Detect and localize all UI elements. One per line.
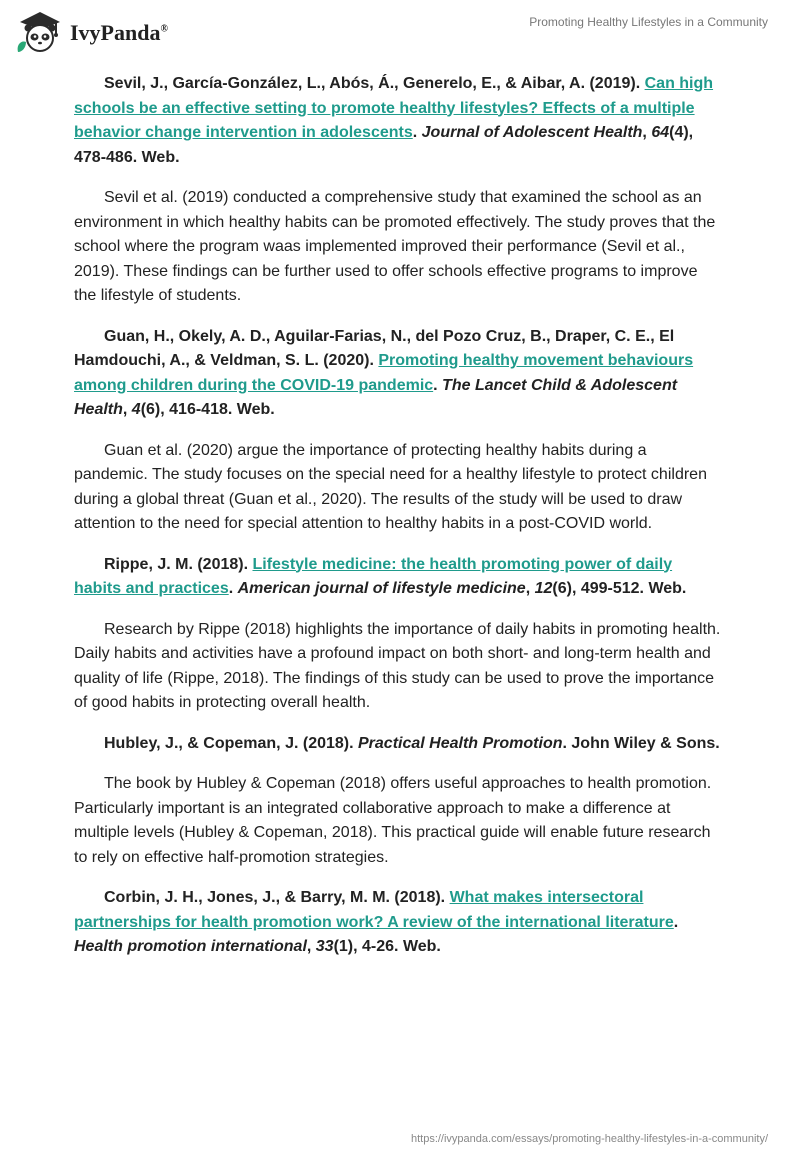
reference-summary: Guan et al. (2020) argue the importance of protecting healthy habits during a pandemic. The study focuses on the special need for a healthy lifestyle to protect children during a global threat (Guan et al., 2020). The results of the study will be used to draw attention to the need for special attention to healthy habits in a post-COVID world.: [74, 441, 707, 532]
reference-entry: Sevil, J., García-González, L., Abós, Á., Generelo, E., & Aibar, A. (2019). Can high schools be an effective setting to promote healthy lifestyles? Effects of a multiple behavior change intervention in adolescents. Journal of Adolescent Health, 64(4), 478-486. Web.: [74, 75, 714, 166]
brand-name: IvyPanda®: [70, 20, 168, 45]
panda-graduate-icon: [14, 8, 66, 54]
references-list: [74, 72, 722, 976]
running-title: Promoting Healthy Lifestyles in a Community: [529, 15, 768, 29]
page-url-footer: https://ivypanda.com/essays/promoting-healthy-lifestyles-in-a-community/: [410, 1133, 768, 1145]
reference-entry: Guan, H., Okely, A. D., Aguilar-Farias, N., del Pozo Cruz, B., Draper, C. E., El Hamdouchi, A., & Veldman, S. L. (2020). Promoting healthy movement behaviours among children during the COVID-19 pandemic. The Lancet Child & Adolescent Health, 4(6), 416-418. Web.: [74, 327, 694, 418]
reference-link[interactable]: Can high schools be an effective setting to promote healthy lifestyles? Effects of a multiple behavior change intervention in adolescents: [74, 75, 714, 141]
reference-entry: Rippe, J. M. (2018). Lifestyle medicine: the health promoting power of daily habits and practices. American journal of lifestyle medicine, 12(6), 499-512. Web.: [74, 555, 687, 597]
reference-entry: Hubley, J., & Copeman, J. (2018). Practical Health Promotion. John Wiley & Sons.: [104, 734, 720, 752]
reference-entry: Corbin, J. H., Jones, J., & Barry, M. M. (2018). What makes intersectoral partnerships for health promotion work? A review of the international literature. Health promotion international, 33(1), 4-26. Web.: [74, 889, 679, 955]
reference-link[interactable]: Promoting healthy movement behaviours among children during the COVID-19 pandemic: [74, 352, 694, 394]
reference-link[interactable]: Lifestyle medicine: the health promoting power of daily habits and practices: [74, 555, 673, 597]
ivypanda-logo[interactable]: [14, 8, 189, 54]
page-header: [0, 0, 800, 64]
reference-summary: Sevil et al. (2019) conducted a comprehensive study that examined the school as an environment in which healthy habits can be promoted effectively. The study proves that the school where the program waas implemented improved their performance (Sevil et al., 2019). These findings can be further used to offer schools effective programs to improve the lifestyle of students.: [74, 189, 716, 304]
reference-link[interactable]: What makes intersectoral partnerships for health promotion work? A review of the international literature: [74, 889, 674, 931]
reference-summary: The book by Hubley & Copeman (2018) offers useful approaches to health promotion. Particularly important is an integrated collaborative approach to make a difference at multiple levels (Hubley & Copeman, 2018). This practical guide will enable future research to rely on effective half-promotion strategies.: [74, 775, 712, 866]
reference-summary: Research by Rippe (2018) highlights the importance of daily habits in promoting health. Daily habits and activities have a profound impact on both short- and long-term health and quality of life (Rippe, 2018). The findings of this study can be used to prove the importance of good habits in protecting overall health.: [74, 620, 721, 711]
